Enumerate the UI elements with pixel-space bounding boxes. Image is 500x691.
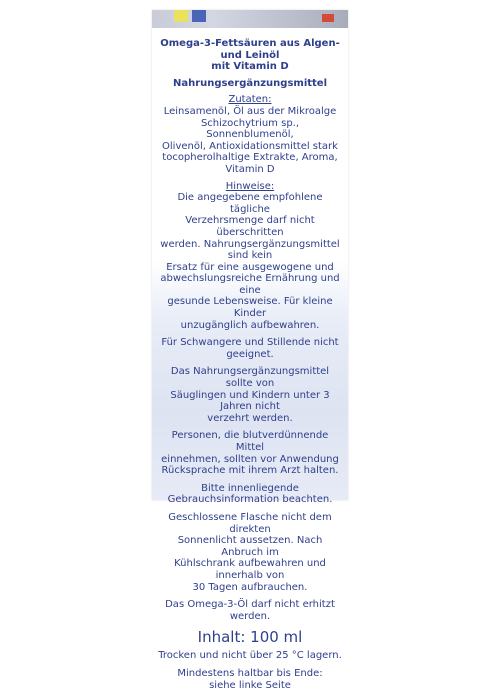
notes-pregnancy-warning: Für Schwangere und Stillende nicht geeignet. <box>158 337 342 360</box>
ingredients-line: Olivenöl, Antioxidationsmittel stark <box>158 141 342 153</box>
notes-p6-line: Kühlschrank aufbewahren und innerhalb von <box>158 558 342 581</box>
notes-p1-line: Die angegebene empfohlene tägliche <box>158 192 342 215</box>
notes-p6-line: 30 Tagen aufbrauchen. <box>158 582 342 594</box>
notes-p5-line: Bitte innenliegende <box>158 483 342 495</box>
label-text <box>158 38 342 691</box>
notes-p1-line: werden. Nahrungsergänzungsmittel sind kein <box>158 239 342 262</box>
product-title-line2: mit Vitamin D <box>158 61 342 73</box>
notes-p6-line: Geschlossene Flasche nicht dem direkten <box>158 512 342 535</box>
blue-label-tab <box>192 10 206 22</box>
product-category: Nahrungsergänzungsmittel <box>158 78 342 90</box>
product-title-line1: Omega-3-Fettsäuren aus Algen- und Leinöl <box>158 38 342 61</box>
notes-p3-line: verzehrt werden. <box>158 413 342 425</box>
notes-p1-line: unzugänglich aufbewahren. <box>158 320 342 332</box>
best-before-line: siehe linke Seite <box>158 680 342 691</box>
red-label-tab <box>322 14 334 22</box>
storage-instruction: Trocken und nicht über 25 °C lagern. <box>158 650 342 662</box>
best-before-line: Mindestens haltbar bis Ende: <box>158 668 342 680</box>
notes-p1-line: Ersatz für eine ausgewogene und <box>158 262 342 274</box>
notes-p1-line: gesunde Lebensweise. Für kleine Kinder <box>158 296 342 319</box>
notes-p1-line: Verzehrsmenge darf nicht überschritten <box>158 215 342 238</box>
ingredients-line: tocopherolhaltige Extrakte, Aroma, Vitamin D <box>158 152 342 175</box>
notes-p3-line: Das Nahrungsergänzungsmittel sollte von <box>158 366 342 389</box>
yellow-label-tab <box>174 10 188 22</box>
notes-p6-line: Sonnenlicht aussetzen. Nach Anbruch im <box>158 535 342 558</box>
notes-heat-warning: Das Omega-3-Öl darf nicht erhitzt werden. <box>158 599 342 622</box>
notes-heading: Hinweise: <box>158 181 342 193</box>
ingredients-line: Leinsamenöl, Öl aus der Mikroalge <box>158 106 342 118</box>
ingredients-line: Schizochytrium sp., Sonnenblumenöl, <box>158 118 342 141</box>
notes-p5-line: Gebrauchsinformation beachten. <box>158 494 342 506</box>
notes-p4-line: einnehmen, sollten vor Anwendung <box>158 454 342 466</box>
notes-p3-line: Säuglingen und Kindern unter 3 Jahren nicht <box>158 390 342 413</box>
product-box-side <box>152 10 348 500</box>
notes-p4-line: Personen, die blutverdünnende Mittel <box>158 430 342 453</box>
content-volume: Inhalt: 100 ml <box>158 628 342 646</box>
ingredients-heading: Zutaten: <box>158 94 342 106</box>
notes-p4-line: Rücksprache mit ihrem Arzt halten. <box>158 465 342 477</box>
notes-p1-line: abwechslungsreiche Ernährung und eine <box>158 273 342 296</box>
